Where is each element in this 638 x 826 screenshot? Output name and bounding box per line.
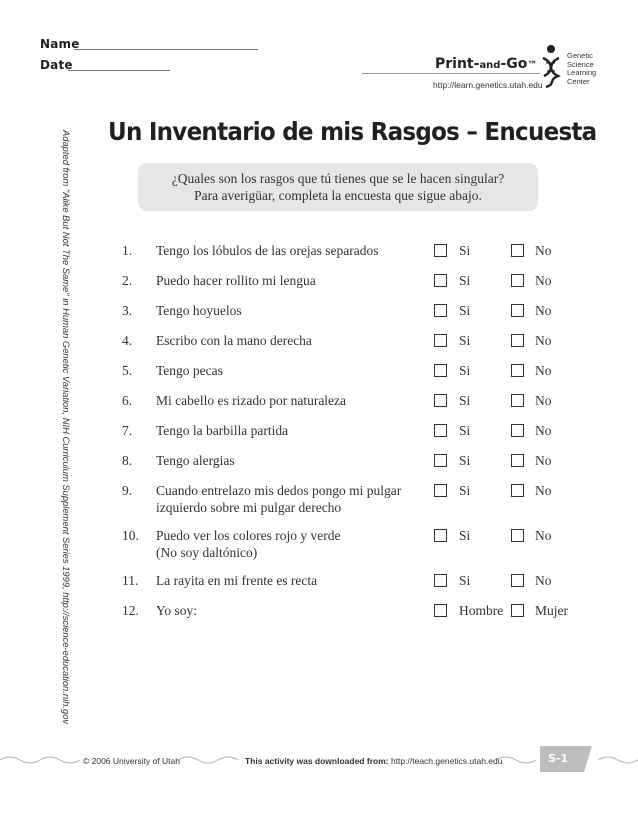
question-number: 9. xyxy=(122,483,133,498)
header-url: http://learn.genetics.utah.edu xyxy=(433,80,543,90)
question-text-line-1: Escribo con la mano derecha xyxy=(156,333,312,348)
question-text-line-1: La rayita en mi frente es recta xyxy=(156,573,318,588)
question-number: 10. xyxy=(122,528,139,543)
question-text xyxy=(156,422,288,439)
question-text xyxy=(156,362,223,379)
option-2-label: No xyxy=(535,423,552,438)
checkbox-option-1[interactable] xyxy=(434,574,447,587)
page-title: Un Inventario de mis Rasgos – Encuesta xyxy=(108,117,597,146)
question-text-line-1: Tengo alergias xyxy=(156,453,235,468)
question-text-line-1: Tengo la barbilla partida xyxy=(156,423,289,438)
header-rule xyxy=(362,73,540,74)
gslc-logo-icon xyxy=(538,44,564,88)
logo-line-learning: Learning xyxy=(567,68,597,77)
date-label: Date xyxy=(40,58,73,72)
question-text xyxy=(156,602,197,619)
side-credit: Adapted from "Alike But Not The Same" in Human Genetic Variation, NIH Curriculum Supplement Series 1999, http://science-education.nih.gov xyxy=(61,130,72,725)
footer-copyright: © 2006 University of Utah xyxy=(83,756,180,766)
checkbox-option-1[interactable] xyxy=(434,529,447,542)
question-number: 12. xyxy=(122,603,139,618)
checkbox-option-2[interactable] xyxy=(511,424,524,437)
question-text-line-1: Mi cabello es rizado por naturaleza xyxy=(156,393,347,408)
question-text-line-1: Tengo pecas xyxy=(156,363,223,378)
checkbox-option-2[interactable] xyxy=(511,274,524,287)
brand-title xyxy=(435,56,537,72)
question-text-line-2: izquierdo sobre mi pulgar derecho xyxy=(156,500,342,515)
question-number: 5. xyxy=(122,363,133,378)
option-2-label: No xyxy=(535,528,552,543)
checkbox-option-1[interactable] xyxy=(434,394,447,407)
question-text xyxy=(156,332,312,349)
checkbox-option-2[interactable] xyxy=(511,394,524,407)
checkbox-option-2[interactable] xyxy=(511,244,524,257)
question-text xyxy=(156,572,317,589)
checkbox-option-2[interactable] xyxy=(511,364,524,377)
checkbox-option-2[interactable] xyxy=(511,304,524,317)
checkbox-option-1[interactable] xyxy=(434,304,447,317)
question-text-line-1: Tengo hoyuelos xyxy=(156,303,242,318)
option-2-label: No xyxy=(535,273,552,288)
question-text xyxy=(156,242,379,259)
checkbox-option-1[interactable] xyxy=(434,454,447,467)
intro-line-2: Para averigüar, completa la encuesta que sigue abajo. xyxy=(194,188,482,203)
page-badge xyxy=(536,744,596,774)
question-text-line-1: Cuando entrelazo mis dedos pongo mi pulgar xyxy=(156,483,402,498)
option-1-label: Si xyxy=(459,303,471,318)
question-number: 11. xyxy=(122,573,139,588)
brand-print: Print- xyxy=(435,56,480,72)
page-badge-text: S-1 xyxy=(548,752,569,765)
question-text xyxy=(156,302,242,319)
option-2-label: Mujer xyxy=(535,603,568,618)
option-2-label: No xyxy=(535,453,552,468)
brand-and: and xyxy=(479,60,501,71)
logo-line-science: Science xyxy=(567,59,594,69)
question-text-line-1: Yo soy: xyxy=(156,603,198,618)
brand-go: -Go xyxy=(500,56,528,72)
question-number: 8. xyxy=(122,453,133,468)
question-text xyxy=(156,272,316,289)
checkbox-option-1[interactable] xyxy=(434,604,447,617)
question-text-line-1: Puedo hacer rollito mi lengua xyxy=(156,273,316,288)
footer-download xyxy=(245,756,503,766)
option-1-label: Si xyxy=(459,363,471,378)
question-text-line-1: Puedo ver los colores rojo y verde xyxy=(156,528,341,543)
logo-line-genetic: Genetic xyxy=(567,51,593,60)
logo-text xyxy=(567,52,596,86)
question-text-line-2: (No soy daltónico) xyxy=(156,545,258,560)
question-text xyxy=(156,452,235,469)
option-1-label: Si xyxy=(459,243,471,258)
question-number: 2. xyxy=(122,273,133,288)
logo-line-center: Center xyxy=(567,76,590,86)
brand-tm: ™ xyxy=(527,60,538,71)
option-2-label: No xyxy=(535,243,552,258)
footer-download-label: This activity was downloaded from: xyxy=(245,756,389,766)
checkbox-option-2[interactable] xyxy=(511,604,524,617)
date-line[interactable] xyxy=(68,70,170,71)
option-1-label: Si xyxy=(459,393,471,408)
name-label: Name xyxy=(40,37,80,51)
checkbox-option-1[interactable] xyxy=(434,244,447,257)
checkbox-option-2[interactable] xyxy=(511,484,524,497)
intro-box xyxy=(138,163,538,211)
checkbox-option-2[interactable] xyxy=(511,454,524,467)
checkbox-option-2[interactable] xyxy=(511,334,524,347)
intro-line-1: ¿Quales son los rasgos que tú tienes que se le hacen singular? xyxy=(171,171,505,186)
option-2-label: No xyxy=(535,393,552,408)
option-1-label: Si xyxy=(459,423,471,438)
question-number: 1. xyxy=(122,243,133,258)
question-text-line-1: Tengo los lóbulos de las orejas separados xyxy=(156,243,379,258)
question-number: 4. xyxy=(122,333,133,348)
option-2-label: No xyxy=(535,573,552,588)
option-1-label: Hombre xyxy=(459,603,504,618)
checkbox-option-1[interactable] xyxy=(434,274,447,287)
option-1-label: Si xyxy=(459,483,471,498)
option-1-label: Si xyxy=(459,573,471,588)
checkbox-option-1[interactable] xyxy=(434,424,447,437)
footer-download-url[interactable]: http://teach.genetics.utah.edu xyxy=(390,756,503,766)
question-text xyxy=(156,527,340,561)
question-number: 6. xyxy=(122,393,133,408)
checkbox-option-1[interactable] xyxy=(434,364,447,377)
question-number: 7. xyxy=(122,423,133,438)
checkbox-option-2[interactable] xyxy=(511,529,524,542)
option-2-label: No xyxy=(535,333,552,348)
option-1-label: Si xyxy=(459,273,471,288)
checkbox-option-1[interactable] xyxy=(434,484,447,497)
option-1-label: Si xyxy=(459,528,471,543)
option-2-label: No xyxy=(535,303,552,318)
checkbox-option-1[interactable] xyxy=(434,334,447,347)
question-text xyxy=(156,392,346,409)
option-2-label: No xyxy=(535,363,552,378)
name-line[interactable] xyxy=(74,49,258,50)
option-1-label: Si xyxy=(459,333,471,348)
option-1-label: Si xyxy=(459,453,471,468)
question-number: 3. xyxy=(122,303,133,318)
checkbox-option-2[interactable] xyxy=(511,574,524,587)
option-2-label: No xyxy=(535,483,552,498)
question-text xyxy=(156,482,401,516)
